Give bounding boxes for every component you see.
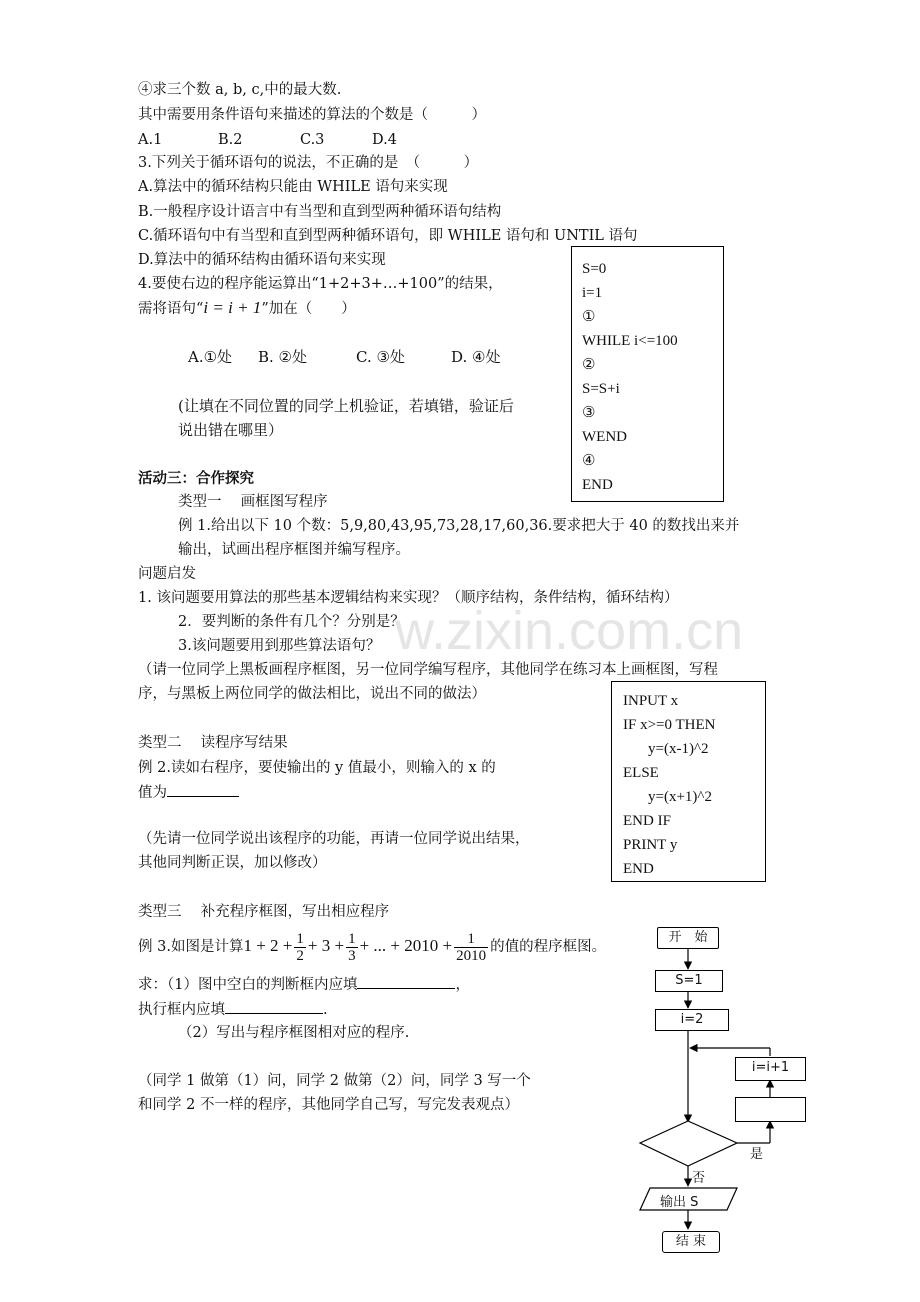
flowchart-i2: i=2 (655, 1009, 729, 1031)
example1-line1: 例 1.给出以下 10 个数：5,9,80,43,95,73,28,17,60,36.要求把大于 40 的数找出来并 (178, 518, 740, 534)
hint-2: 2．要判断的条件有几个？分别是？ (178, 614, 405, 630)
math-term-1: 1 + 2 + (243, 936, 293, 955)
program1-line-2: i=1 (582, 285, 603, 301)
flowchart-no-label: 否 (692, 1171, 706, 1186)
example1-line2: 输出，试画出程序框图并编写程序。 (178, 542, 410, 558)
example2-line1: 例 2.读如右程序，要使输出的 y 值最小，则输入的 x 的 (138, 760, 496, 776)
program1-line-1: S=0 (582, 261, 607, 277)
program1-line-3: ① (582, 309, 596, 325)
type2-note-line2: 其他同判断正误，加以修改） (138, 855, 327, 871)
program2-line-7: PRINT y (623, 837, 678, 853)
flowchart-s1: S=1 (655, 970, 723, 992)
flowchart-end: 结 束 (662, 1231, 720, 1253)
program2-line-4: ELSE (623, 765, 659, 781)
program2-line-6: END IF (623, 813, 671, 829)
program1-line-4: WHILE i<=100 (582, 333, 678, 349)
q3-option-b: B.一般程序设计语言中有当型和直到型两种循环语句结构 (138, 204, 502, 220)
math-term-3: + ... + 2010 + (359, 936, 453, 955)
program1-line-10: END (582, 477, 613, 493)
req2-label: 执行框内应填 (138, 1002, 225, 1018)
program2-line-8: END (623, 861, 654, 877)
q4-stem-part1: 需将语句“ (138, 301, 204, 317)
fraction-2-numerator: 1 (348, 930, 356, 947)
q4-math-expression: i = i + 1 (203, 298, 262, 317)
q3-option-d: D.算法中的循环结构由循环语句来实现 (138, 252, 386, 268)
flowchart-execution-box-blank[interactable] (735, 1097, 806, 1122)
example2-answer-label: 值为 (138, 785, 167, 801)
q2-option-d: D.4 (372, 132, 397, 148)
flowchart-yes-label: 是 (750, 1147, 764, 1162)
flowchart-start: 开 始 (657, 927, 719, 949)
q4-stem-part2: ”加在（ ） (261, 301, 356, 317)
example3-suffix: 的值的程序框图。 (490, 939, 607, 955)
req2-period: . (323, 1002, 328, 1018)
type2-note-line1: （先请一位同学说出该程序的功能，再请一位同学说出结果， (138, 831, 530, 847)
program1-line-6: S=S+i (582, 381, 620, 397)
program2-line-3: y=(x-1)^2 (648, 741, 709, 757)
q4-stem-line1: 4.要使右边的程序能运算出“1+2+3+…+100”的结果， (138, 276, 503, 292)
example3-requirement-2: （2）写出与程序框图相对应的程序. (178, 1025, 410, 1041)
fraction-2-denominator: 3 (348, 947, 356, 964)
q4-note-line1: (让填在不同位置的同学上机验证，若填错，验证后 (178, 397, 514, 415)
program2-line-2: IF x>=0 THEN (623, 717, 716, 733)
type3-note-line1: （同学 1 做第（1）问，同学 2 做第（2）问，同学 3 写一个 (138, 1073, 531, 1089)
fraction-1-numerator: 1 (296, 930, 304, 947)
type2-title: 类型二 读程序写结果 (138, 735, 288, 751)
q3-option-a: A.算法中的循环结构只能由 WHILE 语句来实现 (138, 179, 448, 195)
fraction-3-denominator: 2010 (456, 947, 487, 964)
q2-option-c: C.3 (300, 132, 325, 148)
program2-line-1: INPUT x (623, 693, 679, 709)
fraction-1-denominator: 2 (296, 947, 304, 964)
q4-note-line2: 说出错在哪里） (178, 421, 284, 439)
activity3-title: 活动三：合作探究 (138, 470, 254, 487)
program1-line-9: ④ (582, 453, 596, 469)
program1-line-7: ③ (582, 405, 596, 421)
activity3-note-line1: （请一位同学上黑板画程序框图，另一位同学编写程序，其他同学在练习本上画框图，写程 (138, 662, 718, 678)
type1-title: 类型一 画框图写程序 (178, 494, 328, 510)
example3-prefix: 例 3.如图是计算 (138, 939, 244, 955)
hint-title: 问题启发 (138, 566, 196, 582)
hint-1: 1. 该问题要用算法的那些基本逻辑结构来实现？（顺序结构，条件结构，循环结构） (138, 590, 679, 606)
watermark: w.zixin.com.cn (395, 601, 744, 661)
q4-option-a: A.①处 (188, 348, 233, 366)
req1-label: 求：（1）图中空白的判断框内应填 (138, 977, 358, 993)
q3-stem: 3.下列关于循环语句的说法，不正确的是 （ ） (138, 155, 479, 171)
type3-note-line2: 和同学 2 不一样的程序，其他同学自己写，写完发表观点） (138, 1097, 519, 1113)
q2-stem: 其中需要用条件语句来描述的算法的个数是（ ） (138, 107, 486, 123)
q3-option-c: C.循环语句中有当型和直到型两种循环语句，即 WHILE 语句和 UNTIL 语句 (138, 228, 638, 244)
q2-option-a: A.1 (138, 132, 163, 148)
fraction-3-numerator: 1 (454, 931, 488, 948)
q2-item4: ④求三个数 a, b, c,中的最大数. (138, 82, 342, 98)
q4-option-b: B. ②处 (258, 348, 308, 366)
activity3-note-line2: 序，与黑板上两位同学的做法相比，说出不同的做法） (138, 686, 486, 702)
program1-line-8: WEND (582, 429, 627, 445)
flowchart-increment: i=i+1 (735, 1057, 806, 1081)
program1-line-5: ② (582, 357, 596, 373)
q2-option-b: B.2 (218, 132, 243, 148)
flowchart-output-label: 输出 S (660, 1195, 699, 1210)
req1-comma: ， (455, 977, 470, 993)
hint-3: 3.该问题要用到那些算法语句？ (178, 638, 381, 654)
program2-line-5: y=(x+1)^2 (648, 789, 712, 805)
math-term-2: + 3 + (307, 936, 345, 955)
q4-option-d: D. ④处 (451, 348, 501, 366)
q4-option-c: C. ③处 (356, 348, 405, 366)
type3-title: 类型三 补充程序框图，写出相应程序 (138, 904, 390, 920)
decision-diamond (640, 1121, 737, 1166)
